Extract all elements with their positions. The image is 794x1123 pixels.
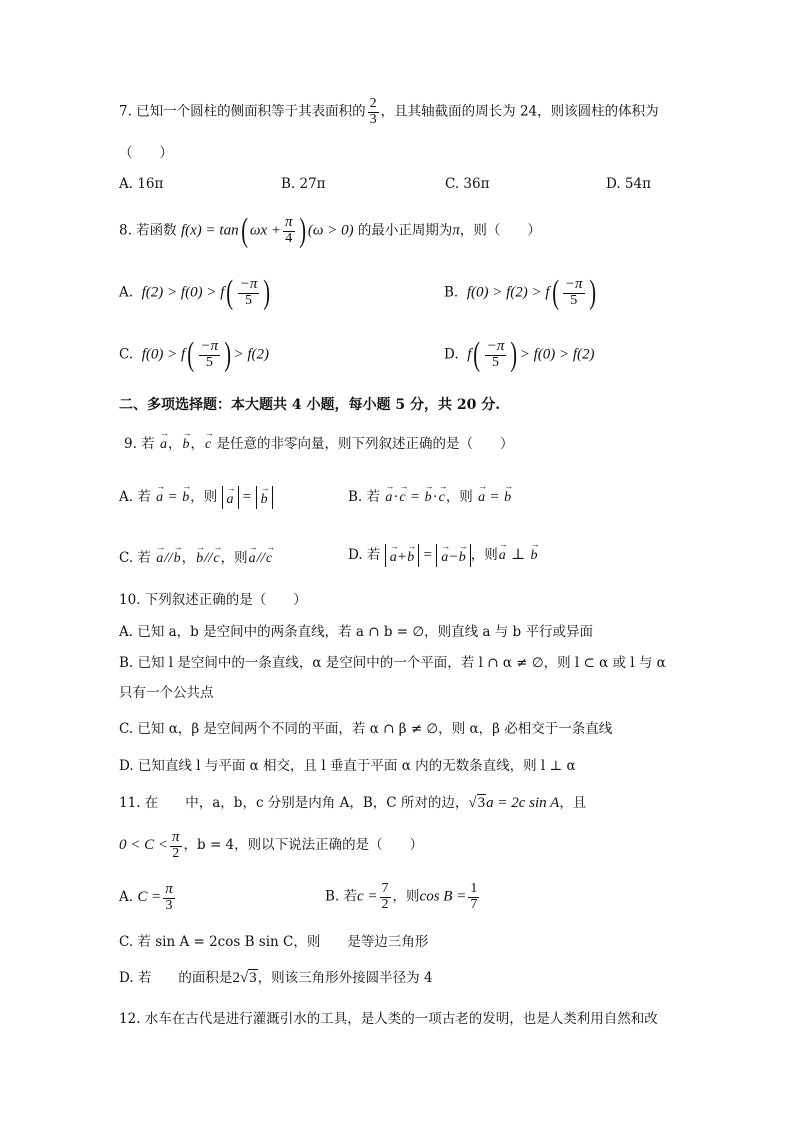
vector-b: → b <box>407 545 414 565</box>
vector-b: → b <box>530 543 537 563</box>
q7-fraction <box>368 97 379 127</box>
paren: ) <box>588 274 596 311</box>
q7-option-b: B. 27π <box>281 176 326 192</box>
q7-option-c: C. 36π <box>445 176 490 192</box>
frac-den: 2 <box>172 845 180 861</box>
q7-text-b: ，且其轴截面的周长为 24，则该圆柱的体积为 <box>380 103 659 120</box>
q11-text-a: 11. 在 中，a，b，c 分别是内角 A，B，C 所对的边， <box>119 795 469 811</box>
q11-cond-a: 0 < C < <box>119 837 168 854</box>
vector-a: → a <box>249 546 256 566</box>
q9-text-a: 9. 若 <box>124 436 155 452</box>
vector-a: → a <box>478 485 485 505</box>
frac-num: 7 <box>381 881 389 896</box>
vector-a: → a <box>390 545 397 565</box>
plus: + <box>397 549 407 565</box>
q8-frac-den: 4 <box>285 231 293 247</box>
paren: ( <box>226 274 234 311</box>
frac-num: −π <box>239 276 258 293</box>
q11-stem <box>119 796 586 811</box>
vector-b: → b <box>182 485 189 505</box>
q8-option-c-expr1: f(0) > f <box>141 346 186 363</box>
frac-den: 5 <box>492 355 500 371</box>
vector-c: → c <box>399 485 405 505</box>
q8-frac <box>283 215 295 246</box>
q11-option-b <box>325 882 481 912</box>
dot: · <box>393 489 399 505</box>
q8-paren-open: ( <box>240 212 248 249</box>
frac <box>163 882 175 913</box>
then: ，则 <box>392 888 420 905</box>
q11-option-a-expr: C = <box>137 889 162 906</box>
q8-option-a <box>119 276 273 310</box>
q8-option-d-expr2: > f(0) > f(2) <box>519 346 595 363</box>
q8-option-b-expr: f(0) > f(2) > f <box>466 284 550 301</box>
q11-option-c: C. 若 sin A = 2cos B sin C，则 是等边三角形 <box>119 934 429 950</box>
q8-cond: (ω > 0) <box>307 222 354 239</box>
frac-num: π <box>165 881 173 897</box>
q11-option-d-val: 2 <box>232 970 240 986</box>
vector-b: → b <box>261 487 268 507</box>
frac-den: 5 <box>205 355 213 371</box>
frac <box>468 882 479 912</box>
q8-option-a-expr: f(2) > f(0) > f <box>141 284 225 301</box>
abs <box>385 544 419 567</box>
vector-b: → b <box>196 546 203 566</box>
q8-option-d <box>444 338 595 372</box>
frac-den: 7 <box>470 896 478 912</box>
eq: = <box>242 489 252 505</box>
vector-a: → a <box>160 432 167 452</box>
q9-text-b: 是任意的非零向量，则下列叙述正确的是（ ） <box>216 436 514 452</box>
then: ，则 <box>470 547 498 563</box>
q9-option-a <box>119 485 273 509</box>
q11-option-b-c: c = <box>357 888 378 905</box>
frac-num: 1 <box>470 881 478 896</box>
vector-b: → b <box>504 485 511 505</box>
q10-option-a: A. 已知 a，b 是空间中的两条直线，若 a ∩ b = ∅，则直线 a 与 b 平行或异面 <box>119 624 593 640</box>
sqrt: √3 <box>468 795 486 811</box>
vector-a: → a <box>499 543 506 563</box>
q8-text-d: ，则（ ） <box>459 222 541 239</box>
q8-option-b-label: B. <box>444 284 459 301</box>
q9-option-b <box>348 485 512 505</box>
vector-a: → a <box>156 546 163 566</box>
paren: ( <box>187 336 195 373</box>
q11-condition <box>119 830 423 861</box>
dot: · <box>432 489 438 505</box>
q8-option-d-frac <box>485 339 507 370</box>
vector-b: → b <box>182 432 189 452</box>
q9-option-c <box>119 546 273 566</box>
comma: ， <box>167 436 182 452</box>
q11-option-a-label: A. <box>119 889 134 906</box>
vector-b: → b <box>425 485 432 505</box>
frac-num: −π <box>564 276 583 293</box>
vector-c: → c <box>266 546 272 566</box>
eq: = <box>168 489 177 505</box>
vector-a: → a <box>156 485 163 505</box>
then: ，则 <box>190 489 218 505</box>
q8-stem <box>119 214 541 248</box>
q8-text-a: 8. 若函数 <box>119 222 177 239</box>
vector-a: → a <box>441 545 448 565</box>
q11-frac <box>170 830 182 861</box>
q11-option-b-label: B. 若 <box>325 888 358 905</box>
vector-c: → c <box>439 485 445 505</box>
vector-c: → c <box>213 546 219 566</box>
q11-option-a <box>119 882 177 913</box>
frac-den: 2 <box>381 896 389 912</box>
q8-option-c-frac <box>199 339 221 370</box>
q7-option-a: A. 16π <box>119 176 164 192</box>
abs <box>436 544 470 567</box>
q9-option-d <box>348 543 538 567</box>
q7-option-d: D. 54π <box>606 176 651 192</box>
q9-option-b-label: B. 若 <box>348 489 381 505</box>
frac-num: π <box>172 829 180 845</box>
q8-option-a-label: A. <box>119 284 134 301</box>
section-2-title: 二、多项选择题：本大题共 4 小题，每小题 5 分，共 20 分. <box>119 397 501 413</box>
q8-text-c: π <box>452 222 460 239</box>
paren: ) <box>224 336 232 373</box>
q11-option-d-b: ，则该三角形外接圆半径为 4 <box>257 970 433 986</box>
q9-option-c-label: C. 若 <box>119 550 151 566</box>
q9-stem <box>124 432 513 452</box>
q7-frac-den: 3 <box>369 111 377 127</box>
q10-stem: 10. 下列叙述正确的是（ ） <box>119 592 307 608</box>
radicand: 3 <box>477 795 486 811</box>
eq: = <box>490 489 499 505</box>
abs <box>222 486 239 508</box>
q7-text-a: 7. 已知一个圆柱的侧面积等于其表面积的 <box>119 103 366 120</box>
radicand: 3 <box>249 970 257 986</box>
paren: ( <box>473 336 481 373</box>
frac-num: −π <box>486 338 505 355</box>
q7-stem <box>119 97 659 127</box>
frac-den: 5 <box>570 293 578 309</box>
vector-a: → a <box>227 487 234 507</box>
q9-option-a-label: A. 若 <box>119 489 151 505</box>
q8-option-d-expr1: f <box>467 346 472 363</box>
paren: ) <box>263 274 271 311</box>
sqrt: √3 <box>239 970 257 986</box>
parallel: // <box>204 550 213 566</box>
q8-option-b-frac <box>563 277 585 308</box>
q11-cond-b: ，b = 4，则以下说法正确的是（ ） <box>183 837 424 854</box>
vector-a: → a <box>385 485 392 505</box>
q8-option-b <box>444 276 598 310</box>
q8-option-d-label: D. <box>444 346 459 363</box>
q8-text-b: 的最小正周期为 <box>357 222 453 239</box>
q10-option-c: C. 已知 α，β 是空间两个不同的平面，若 α ∩ β ≠ ∅，则 α，β 必相交于一条直线 <box>119 721 613 737</box>
q8-func: f(x) = tan <box>180 222 239 239</box>
comma: ， <box>181 550 196 566</box>
frac <box>380 882 391 912</box>
q9-option-d-label: D. 若 <box>348 547 381 563</box>
eq: = <box>423 547 432 563</box>
parallel: // <box>164 550 173 566</box>
q12-stem: 12. 水车在古代是进行灌溉引水的工具，是人类的一项古老的发明，也是人类利用自然和改 <box>119 1011 658 1027</box>
frac-den: 3 <box>165 897 173 913</box>
minus: − <box>449 549 458 565</box>
q10-option-b-line2: 只有一个公共点 <box>119 685 214 701</box>
q8-option-c <box>119 338 269 372</box>
perp: ⊥ <box>511 547 526 563</box>
paren: ) <box>510 336 518 373</box>
paren: ( <box>551 274 559 311</box>
then: ，则 <box>445 489 473 505</box>
q7-frac-num: 2 <box>369 96 377 111</box>
abs <box>256 486 273 508</box>
q11-text-b: a = 2c sin A <box>486 795 560 811</box>
q8-inner: ωx + <box>249 222 282 239</box>
q7-paren: （ ） <box>119 145 173 161</box>
frac-den: 5 <box>245 293 253 309</box>
q10-option-b-line1: B. 已知 l 是空间中的一条直线，α 是空间中的一个平面，若 l ∩ α ≠ ∅，则 l ⊂ α 或 l 与 α <box>119 655 666 671</box>
q8-option-a-frac <box>238 277 260 308</box>
q8-option-c-label: C. <box>119 346 134 363</box>
q8-frac-num: π <box>285 214 293 231</box>
eq: = <box>410 489 420 505</box>
vector-b: → b <box>174 546 181 566</box>
then: ，则 <box>220 550 248 566</box>
frac-num: −π <box>200 338 219 355</box>
q11-option-d <box>119 971 433 986</box>
q10-option-d: D. 已知直线 l 与平面 α 相交，且 l 垂直于平面 α 内的无数条直线，则 l ⊥ α <box>119 758 576 774</box>
q11-text-c: ，且 <box>559 795 587 811</box>
comma: ， <box>190 436 204 452</box>
vector-c: → c <box>205 432 211 452</box>
q11-option-d-a: D. 若 的面积是 <box>119 970 233 986</box>
q11-option-b-cos: cos B = <box>419 888 467 905</box>
vector-b: → b <box>459 545 466 565</box>
parallel: // <box>256 550 265 566</box>
q8-option-c-expr2: > f(2) <box>233 346 270 363</box>
q8-paren-close: ) <box>298 212 306 249</box>
